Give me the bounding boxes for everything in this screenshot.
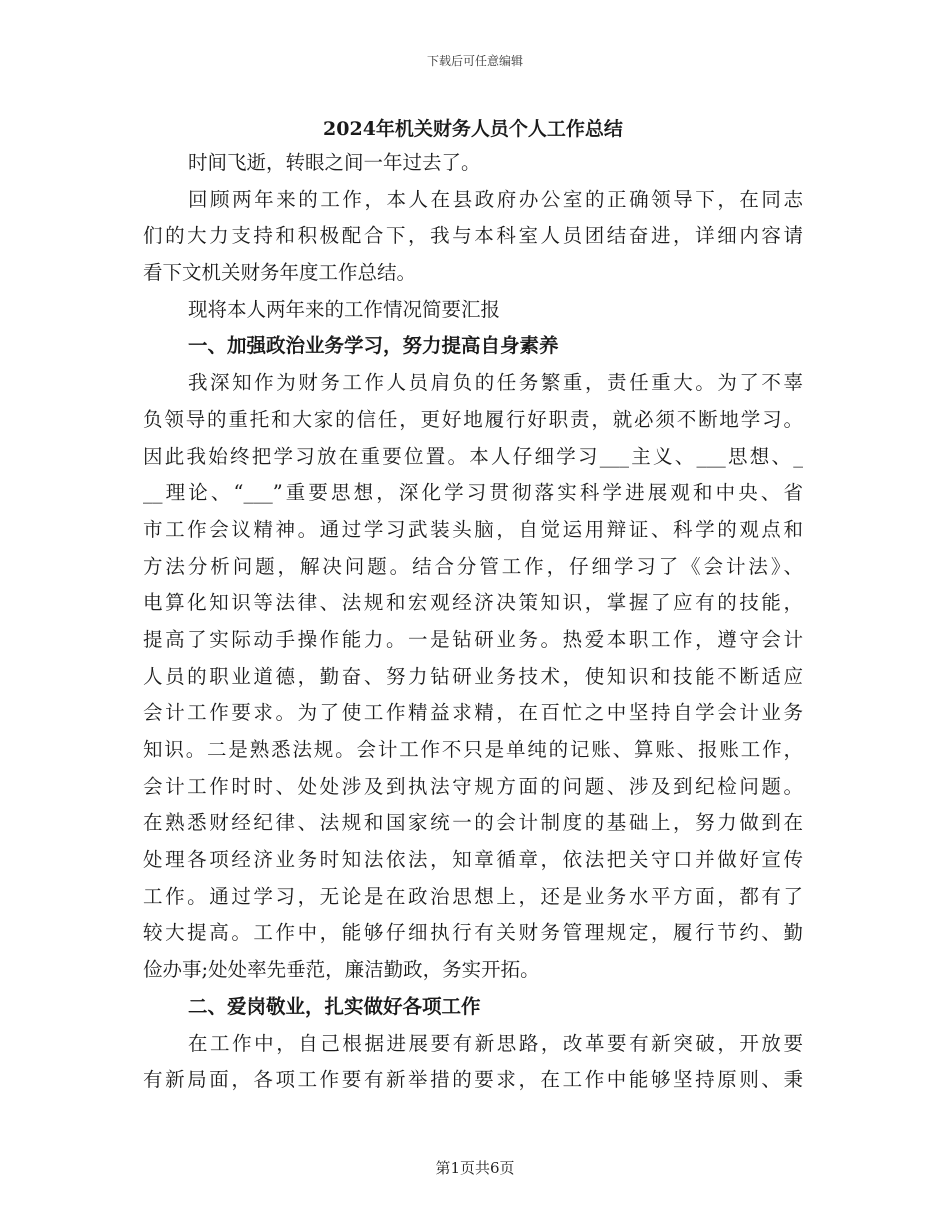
text-line: 们的大力支持和积极配合下，我与本科室人员团结奋进，详细内容请 [143, 224, 803, 248]
document-title: 2024年机关财务人员个人工作总结 [323, 118, 623, 140]
text-line: 处理各项经济业务时知法依法，知章循章，依法把关守口并做好宣传 [143, 848, 803, 872]
text-line: 因此我始终把学习放在重要位置。本人仔细学习___主义、___思想、_ [143, 444, 803, 468]
page-number: 第1页共6页 [435, 1159, 515, 1177]
text-line: 看下文机关财务年度工作总结。 [143, 261, 417, 285]
text-line: 回顾两年来的工作，本人在县政府办公室的正确领导下，在同志 [188, 187, 803, 211]
text-line: 有新局面，各项工作要有新举措的要求，在工作中能够坚持原则、秉 [143, 1068, 803, 1092]
text-line: 俭办事;处处率先垂范，廉洁勤政，务实开拓。 [143, 958, 540, 982]
text-line: 方法分析问题，解决问题。结合分管工作，仔细学习了《会计法》、 [143, 554, 803, 578]
text-line: 在熟悉财经纪律、法规和国家统一的会计制度的基础上，努力做到在 [143, 811, 803, 835]
text-line: 现将本人两年来的工作情况简要汇报 [188, 297, 501, 321]
text-line: 负领导的重托和大家的信任，更好地履行好职责，就必须不断地学习。 [143, 407, 803, 431]
text-line: 会计工作时时、处处涉及到执法守规方面的问题、涉及到纪检问题。 [143, 774, 803, 798]
text-line: 工作。通过学习，无论是在政治思想上，还是业务水平方面，都有了 [143, 884, 803, 908]
document-text [143, 145, 803, 1099]
section-heading: 二、爱岗敬业，扎实做好各项工作 [188, 994, 481, 1018]
document-body [143, 113, 803, 1099]
text-line: 较大提高。工作中，能够仔细执行有关财务管理规定，履行节约、勤 [143, 921, 803, 945]
text-line: 在工作中，自己根据进展要有新思路，改革要有新突破，开放要 [188, 1031, 803, 1055]
text-line: 电算化知识等法律、法规和宏观经济决策知识，掌握了应有的技能， [143, 591, 803, 615]
text-line: 我深知作为财务工作人员肩负的任务繁重，责任重大。为了不辜 [188, 371, 803, 395]
text-line: 人员的职业道德，勤奋、努力钻研业务技术，使知识和技能不断适应 [143, 664, 803, 688]
text-line: 会计工作要求。为了使工作精益求精，在百忙之中坚持自学会计业务 [143, 701, 803, 725]
download-note: 下载后可任意编辑 [426, 54, 523, 68]
text-line: 知识。二是熟悉法规。会计工作不只是单纯的记账、算账、报账工作， [143, 738, 803, 761]
text-line: __理论、“___”重要思想，深化学习贯彻落实科学进展观和中央、省 [143, 481, 803, 505]
text-line: 时间飞逝，转眼之间一年过去了。 [188, 151, 481, 174]
text-line: 市工作会议精神。通过学习武装头脑，自觉运用辩证、科学的观点和 [143, 517, 803, 541]
text-line: 提高了实际动手操作能力。一是钻研业务。热爱本职工作，遵守会计 [143, 627, 803, 651]
section-heading: 一、加强政治业务学习，努力提高自身素养 [188, 334, 559, 358]
